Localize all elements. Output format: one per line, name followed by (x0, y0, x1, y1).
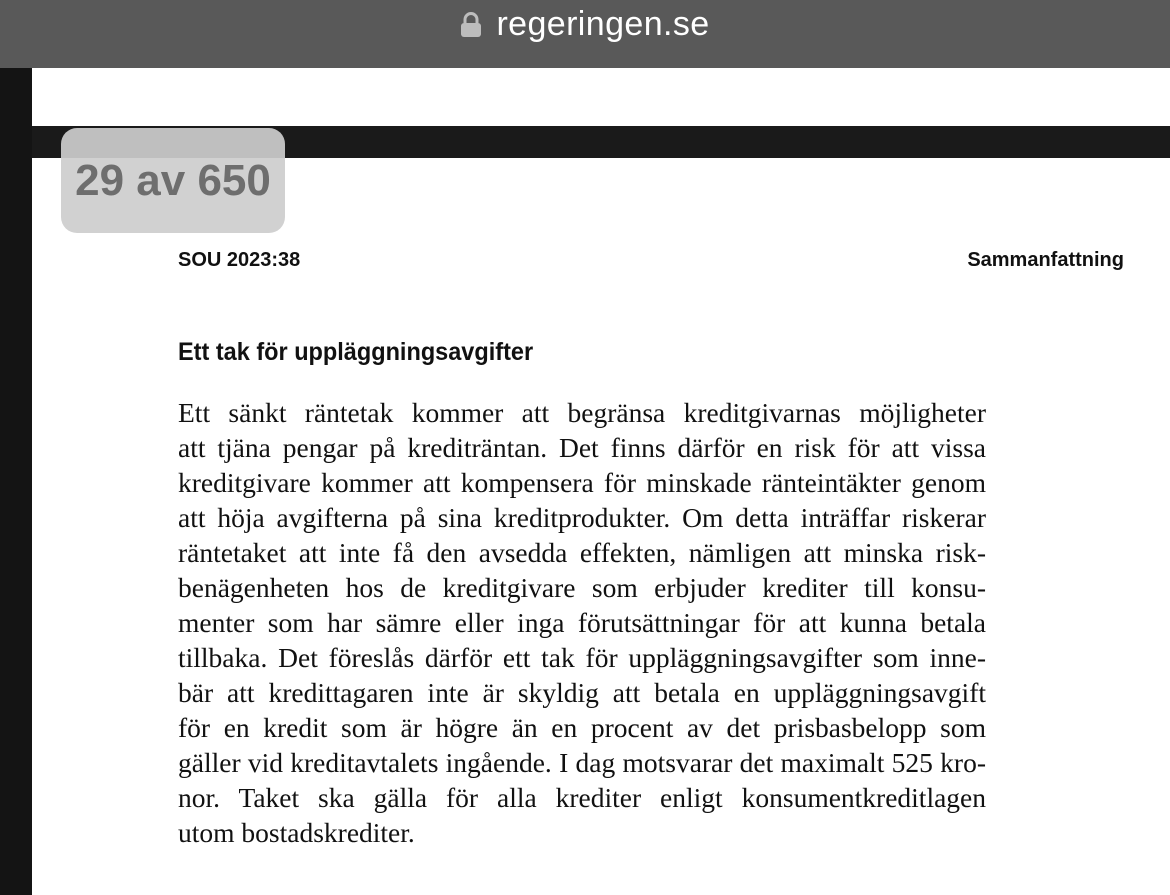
body-line: kreditgivare kommer att kompensera för minskade ränteintäkter genom (178, 467, 986, 498)
lock-icon (460, 12, 482, 38)
body-line: gäller vid kreditavtalets ingående. I dag motsvarar det maximalt 525 kro- (178, 747, 986, 778)
body-line: räntetaket att inte få den avsedda effekten, nämligen att minska risk- (178, 537, 986, 568)
body-line: utom bostadskrediter. (178, 817, 415, 848)
previous-page-bottom (32, 68, 1170, 126)
viewer-left-edge (0, 68, 32, 895)
body-line: att tjäna pengar på krediträntan. Det finns därför en risk för att vissa (178, 432, 986, 463)
body-line: bär att kredittagaren inte är skyldig att betala en uppläggningsavgift (178, 677, 986, 708)
page-counter: 29 av 650 (61, 128, 285, 233)
section-heading: Ett tak för uppläggningsavgifter (178, 338, 534, 366)
body-line: nor. Taket ska gälla för alla krediter enligt konsumentkreditlagen (178, 782, 986, 813)
body-line: benägenheten hos de kreditgivare som erbjuder krediter till konsu- (178, 572, 986, 603)
running-header-right: Sammanfattning (967, 249, 1124, 271)
running-header-left: SOU 2023:38 (178, 249, 301, 271)
url-display[interactable] (0, 0, 1170, 48)
body-line: för en kredit som är högre än en procent av det prisbasbelopp som (178, 712, 986, 743)
body-line: Ett sänkt räntetak kommer att begränsa kreditgivarnas möjligheter (178, 397, 986, 428)
body-line: tillbaka. Det föreslås därför ett tak för uppläggningsavgifter som inne- (178, 642, 986, 673)
body-line: att höja avgifterna på sina kreditprodukter. Om detta inträffar riskerar (178, 502, 986, 533)
body-line: menter som har sämre eller inga förutsättningar för att kunna betala (178, 607, 986, 638)
browser-address-bar[interactable] (0, 0, 1170, 68)
body-paragraph (178, 395, 986, 850)
url-text: regeringen.se (496, 4, 710, 43)
